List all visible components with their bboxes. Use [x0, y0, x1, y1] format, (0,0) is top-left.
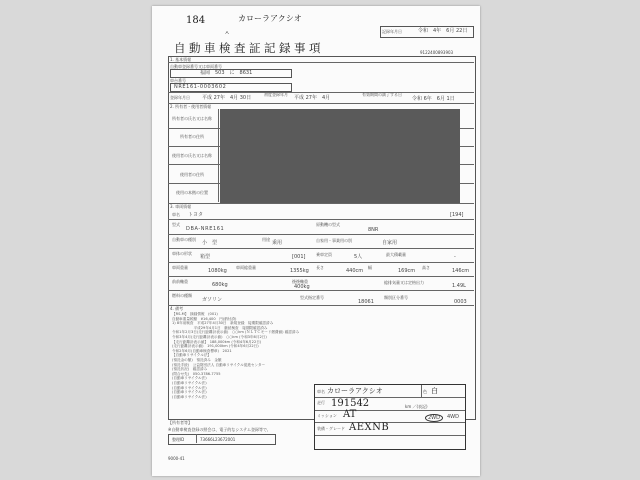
- divider: [168, 234, 474, 235]
- divider: [421, 385, 422, 397]
- first-year-value: 平成 27年 4月: [294, 95, 331, 101]
- expiry-value: 令和 6年 6月 1日: [412, 96, 455, 102]
- engine-value: 8NR: [368, 227, 379, 233]
- chassis-label: 車台番号: [170, 78, 186, 83]
- vehicle-info-card: [314, 384, 466, 450]
- remark-line: (預託手続) 公益財団法人 自動車リサイクル促進センター: [172, 362, 266, 367]
- expiry-label: 有効期間の満了する日: [362, 92, 402, 97]
- plate-value: 福岡 503 に 8631: [200, 70, 253, 76]
- remark-line: (自動車リサイクル法): [172, 380, 207, 385]
- use-value: 乗用: [272, 240, 283, 246]
- id-value: 73666L23672001: [200, 437, 236, 442]
- width-value: 169cm: [398, 268, 416, 274]
- body-label: 車体の形状: [172, 251, 192, 256]
- divider: [168, 103, 474, 104]
- remark-line: (自動車リサイクル法): [172, 376, 207, 381]
- maker-label: 車名: [172, 212, 180, 217]
- footer-note: ※自動車検査登録の照会は、電子的なシステム登録等で、: [168, 427, 271, 432]
- inspection-certificate-document: [152, 6, 480, 476]
- remark-line: (預託状況) 確認済み: [172, 367, 208, 372]
- card-grade-value: AEXNB: [349, 422, 390, 433]
- base-location-label: 使用の本拠の位置: [176, 190, 208, 195]
- maker-value: トヨタ: [188, 212, 204, 218]
- card-color-value: 白: [431, 387, 438, 395]
- doors-value: 5人: [354, 254, 363, 260]
- issue-date-label: 記録年月日: [382, 29, 402, 34]
- divider: [168, 248, 474, 249]
- height-value: 146cm: [452, 268, 470, 274]
- section1-label: 1. 基本情報: [170, 57, 192, 62]
- card-name-label: 車名: [317, 389, 325, 394]
- section4-label: 4. 備考: [170, 306, 184, 311]
- type-no-value: 18061: [358, 299, 374, 305]
- fuel-label: 燃料の種類: [172, 293, 192, 298]
- weight-value: 1080kg: [208, 268, 227, 274]
- class-no-value: 0003: [454, 299, 467, 305]
- card-mileage-label: 走行: [317, 400, 325, 405]
- divider: [315, 410, 465, 411]
- card-name-value: カローラアクシオ: [327, 387, 383, 395]
- total-weight-label: 車両総重量: [236, 265, 256, 270]
- class-no-label: 類別区分番号: [384, 295, 408, 300]
- card-mileage-value: 191542: [331, 398, 370, 409]
- model-label: 型式: [172, 222, 180, 227]
- handwritten-number: 184: [186, 15, 206, 26]
- issue-date-value: 令和 4年 6月 22日: [418, 28, 468, 34]
- remark-line: 【RS-M】 摘録情報 (001): [172, 312, 218, 316]
- plate-label: 自動車登録番号又は車両番号: [170, 64, 222, 69]
- id-label: 整理ID: [172, 437, 185, 442]
- height-label: 高さ: [422, 265, 430, 270]
- divider: [196, 434, 197, 443]
- body-code: [001]: [292, 254, 306, 260]
- remark-line: 1) 8年前検査 平成27年4月30日 新規登録 接期限確認済み: [172, 321, 274, 326]
- remark-line: 自動車重量税額 ¥16,400 円(納付済): [172, 316, 237, 321]
- displacement-label: 総排気量又は定格出力: [384, 280, 424, 285]
- maker-code: [194]: [450, 212, 464, 218]
- remark-line: 【走行距離計表示値】 188,000km (令和4年6月22日): [172, 339, 262, 344]
- displacement-value: 1.49L: [452, 283, 466, 289]
- divider: [315, 422, 465, 423]
- card-mission-value: AT: [343, 409, 357, 420]
- divider: [218, 109, 219, 202]
- weight-label: 車両重量: [172, 265, 188, 270]
- remark-line: (自動車リサイクル法): [172, 385, 207, 390]
- divider: [168, 203, 474, 204]
- divider: [315, 435, 465, 436]
- use-label: 用途: [262, 237, 270, 242]
- divider: [168, 305, 474, 306]
- card-color-label: 色: [423, 389, 427, 394]
- model-value: DBA-NRE161: [186, 226, 225, 232]
- drive-2wd-circled: 2WD: [425, 414, 443, 422]
- divider: [168, 276, 474, 277]
- purpose-label: 自家用・事業用の別: [316, 238, 352, 243]
- divider: [168, 290, 474, 291]
- body-value: 箱型: [200, 254, 211, 260]
- kind-label: 自動車の種別: [172, 237, 196, 242]
- user-name-label: 使用者の氏名又は名称: [172, 153, 212, 158]
- total-weight-value: 1355kg: [290, 268, 309, 274]
- divider: [168, 262, 474, 263]
- section3-label: 3. 車両情報: [170, 204, 192, 209]
- max-load-value: -: [454, 254, 456, 260]
- remark-line: (自動車リサイクル法): [172, 390, 207, 395]
- rear-axle-label: 後後軸重: [292, 279, 308, 284]
- drive-4wd: 4WD: [447, 414, 459, 420]
- type-no-label: 型式指定番号: [300, 295, 324, 300]
- redacted-owner-info: [220, 109, 460, 203]
- section2-label: 2. 所有者・使用者情報: [170, 104, 212, 109]
- document-title: 自動車検査証記録事項: [174, 41, 324, 55]
- remark-line: (問合せ先) 050-3786-7755: [172, 371, 221, 376]
- handwritten-model: カローラアクシオ: [238, 14, 302, 23]
- owner-address-label: 所有者の住所: [180, 134, 204, 139]
- rear-axle-value: 400kg: [294, 284, 310, 290]
- doors-label: 乗車定員: [316, 252, 332, 257]
- user-address-label: 使用者の住所: [180, 172, 204, 177]
- front-axle-label: 前前軸重: [172, 279, 188, 284]
- form-code: 9000-41: [168, 456, 185, 461]
- remark-line: 令和3年4月(走行距離計表示値) ○○km (令和3年6月2日): [172, 334, 267, 339]
- divider: [168, 219, 474, 220]
- first-reg-label: 登録年月日: [170, 95, 190, 100]
- remark-line: 令和2年6月(自動車検査標章) 2021: [172, 348, 232, 353]
- handwritten-mark: ㅅ: [224, 30, 230, 37]
- max-load-label: 最大積載量: [386, 252, 406, 257]
- card-grade-label: 装備・グレード: [317, 426, 345, 431]
- remark-line: (預託金の額) 預託済み 金額: [172, 357, 222, 362]
- first-reg-value: 平成 27年 4月 30日: [202, 95, 252, 101]
- remarks-list: [172, 312, 299, 399]
- remark-line: 【自動車リサイクル法】: [172, 353, 212, 358]
- first-year-label: 初度登録年月: [264, 92, 288, 97]
- front-axle-value: 680kg: [212, 282, 228, 288]
- purpose-value: 自家用: [382, 240, 398, 246]
- engine-label: 原動機の型式: [316, 222, 340, 227]
- length-label: 長さ: [316, 265, 324, 270]
- length-value: 440cm: [346, 268, 364, 274]
- document-serial: 9122400893903: [420, 50, 454, 55]
- chassis-value: NRE161-0003602: [174, 84, 227, 90]
- fuel-value: ガソリン: [202, 297, 223, 303]
- kind-value: 小 型: [202, 240, 218, 246]
- remark-line: 令和1年2月3日(走行距離計表示値) ○○km (ＮＬＴＣモード燃費値) 確認済み: [172, 330, 300, 335]
- card-mileage-unit: km ／(表記): [405, 404, 428, 409]
- footer-system-label: 【所有者等】: [168, 420, 192, 425]
- remark-line: (自動車リサイクル法): [172, 394, 207, 399]
- remark-line: (走行距離計表示値) 191,000km (令和4年6月22日): [172, 344, 259, 349]
- divider: [168, 62, 474, 63]
- width-label: 幅: [368, 265, 372, 270]
- divider: [168, 92, 474, 93]
- card-mission-label: ミッション: [317, 413, 337, 418]
- remark-line: 平成29年4月1日 継続検査 接期限確認済み: [172, 325, 268, 330]
- owner-name-label: 所有者の氏名又は名称: [172, 116, 212, 121]
